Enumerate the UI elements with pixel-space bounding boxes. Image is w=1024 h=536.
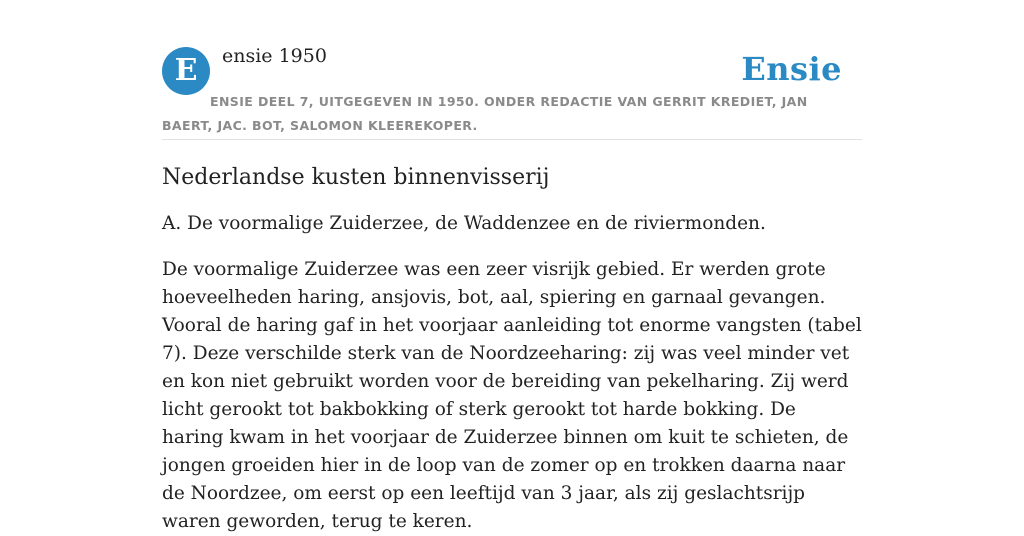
article-title: Nederlandse kusten binnenvisserij (162, 165, 550, 190)
article-lead: A. De voormalige Zuiderzee, de Waddenzee en de riviermonden. (162, 213, 766, 234)
article (162, 160, 862, 536)
edition-subtitle: ENSIE DEEL 7, UITGEGEVEN IN 1950. ONDER REDACTIE VAN GERRIT KREDIET, JAN BAERT, JAC. BOT, SALOMON KLEEREKOPER. (162, 94, 808, 133)
site-header (162, 0, 862, 140)
header-divider (162, 139, 862, 140)
brand-logo[interactable]: Ensie (741, 50, 842, 88)
ensie-logo-icon[interactable]: E (162, 47, 210, 95)
article-paragraph: De voormalige Zuiderzee was een zeer visrijk gebied. Er werden grote hoeveelheden haring, ansjovis, bot, aal, spiering en garnaal gevangen. Vooral de haring gaf in het voorjaar aanleiding tot enorme vangsten (tabel 7). Deze verschilde sterk van de Noordzeeharing: zij was veel minder vet en kon niet gebruikt worden voor de bereiding van pekelharing. Zij werd licht gerookt tot bakbokking of sterk gerookt tot harde bokking. De haring kwam in het voorjaar de Zuiderzee binnen om kuit te schieten, de jongen groeiden hier in de loop van de zomer op en trokken daarna naar de Noordzee, om eerst op een leeftijd van 3 jaar, als zij geslachtsrijp waren geworden, terug te keren. (162, 259, 862, 532)
site-name[interactable]: ensie 1950 (222, 45, 327, 67)
